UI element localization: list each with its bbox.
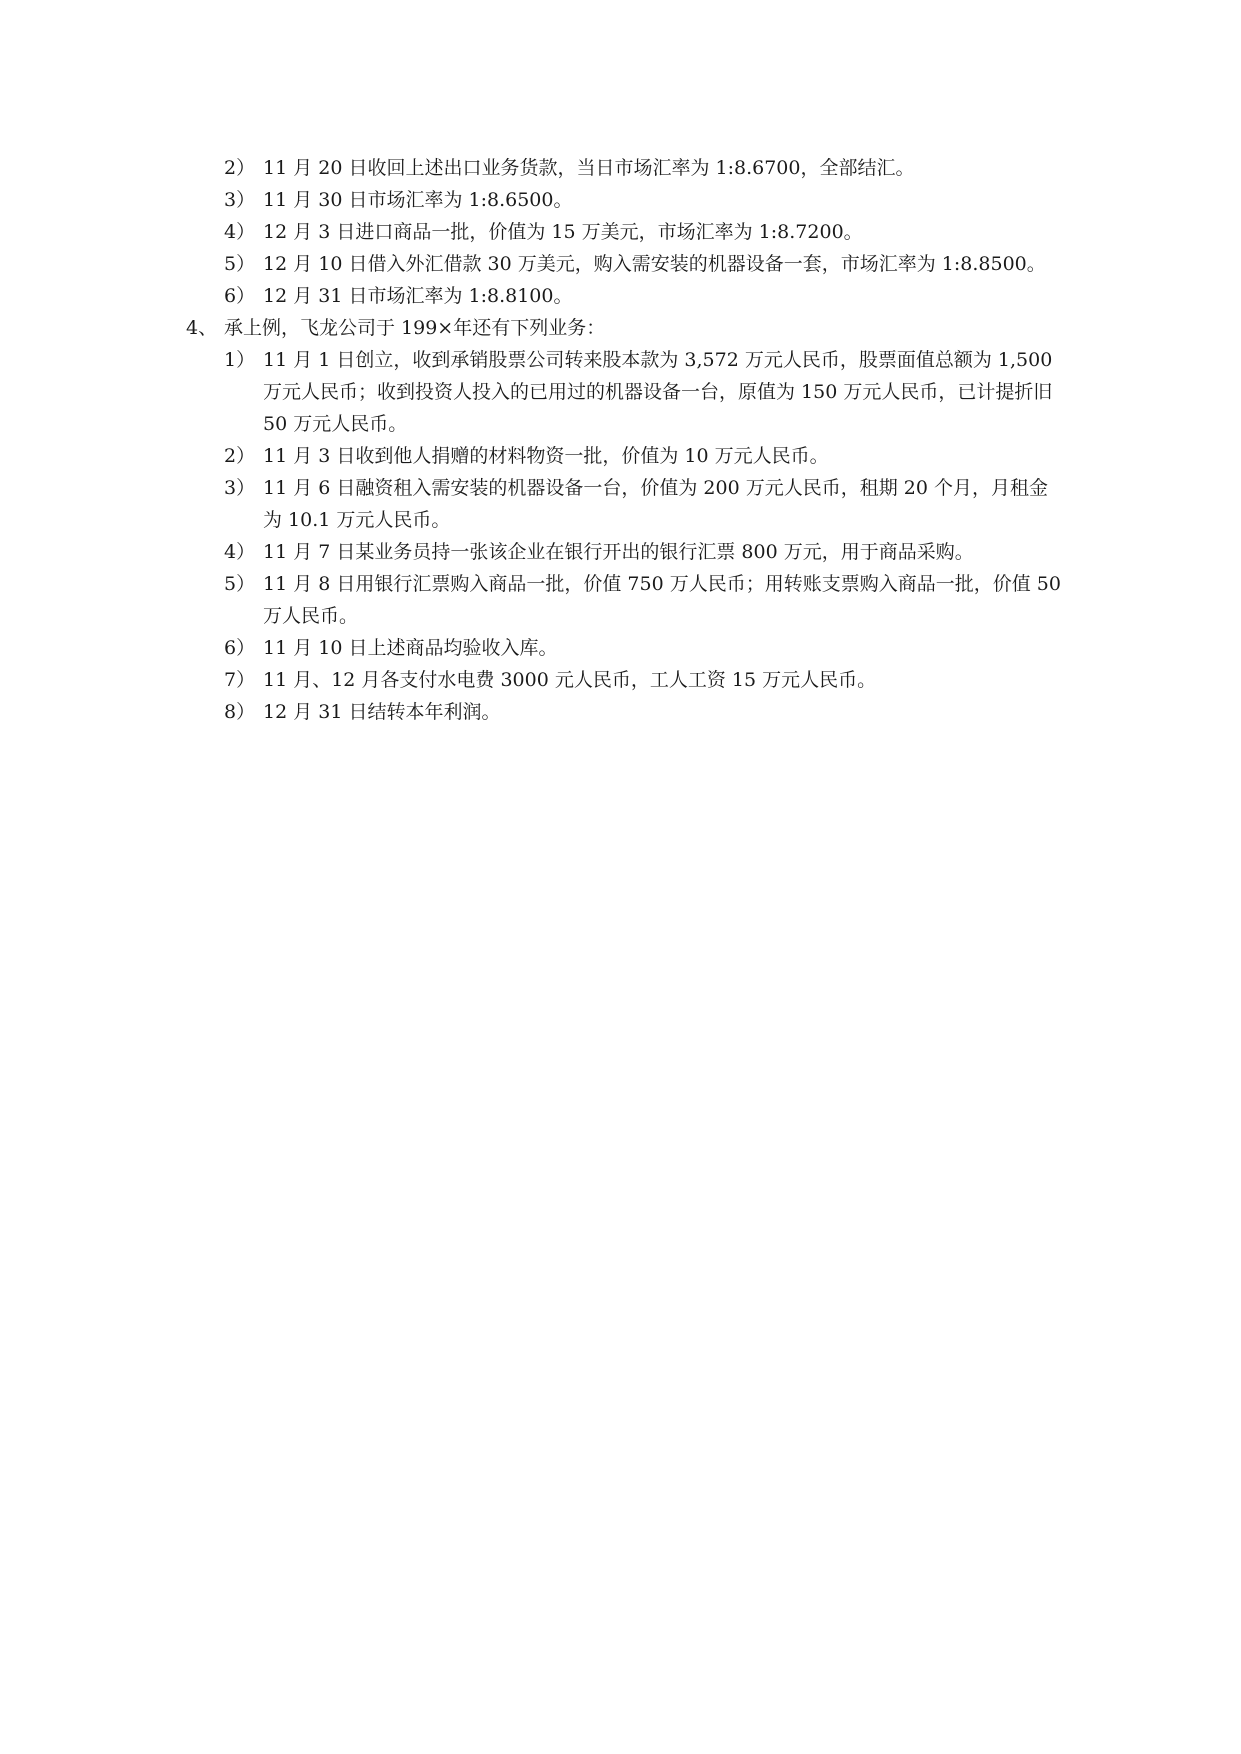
list-item xyxy=(224,440,1066,472)
question-text: 承上例，飞龙公司于 199×年还有下列业务： xyxy=(224,317,606,339)
item-text: 12 月 3 日进口商品一批，价值为 15 万美元，市场汇率为 1:8.7200。 xyxy=(263,221,863,243)
item-number: 4） xyxy=(224,221,256,243)
item-text: 11 月 8 日用银行汇票购入商品一批，价值 750 万人民币；用转账支票购入商品一批，价值 50 万人民币。 xyxy=(263,573,1061,627)
business-list xyxy=(186,344,1066,728)
list-item xyxy=(224,344,1066,440)
item-number: 1） xyxy=(224,349,256,371)
list-item xyxy=(224,472,1066,536)
item-text: 11 月 20 日收回上述出口业务货款，当日市场汇率为 1:8.6700，全部结汇。 xyxy=(263,157,915,179)
item-number: 2） xyxy=(224,445,256,467)
document-body xyxy=(186,152,1066,728)
item-number: 2） xyxy=(224,157,256,179)
item-number: 5） xyxy=(224,573,256,595)
list-item xyxy=(224,152,1066,184)
item-number: 6） xyxy=(224,285,256,307)
question-number: 4、 xyxy=(186,317,218,339)
list-item xyxy=(224,248,1066,280)
item-text: 12 月 31 日结转本年利润。 xyxy=(263,701,501,723)
item-text: 11 月 3 日收到他人捐赠的材料物资一批，价值为 10 万元人民币。 xyxy=(263,445,829,467)
item-text: 12 月 31 日市场汇率为 1:8.8100。 xyxy=(263,285,573,307)
list-item xyxy=(224,664,1066,696)
item-text: 12 月 10 日借入外汇借款 30 万美元，购入需安装的机器设备一套，市场汇率为 1:8.8500。 xyxy=(263,253,1046,275)
list-item xyxy=(224,632,1066,664)
item-text: 11 月 7 日某业务员持一张该企业在银行开出的银行汇票 800 万元，用于商品采购。 xyxy=(263,541,974,563)
list-item xyxy=(224,696,1066,728)
list-item xyxy=(224,216,1066,248)
item-number: 5） xyxy=(224,253,256,275)
list-item xyxy=(224,568,1066,632)
list-item xyxy=(224,280,1066,312)
item-number: 4） xyxy=(224,541,256,563)
exchange-rate-list xyxy=(186,152,1066,312)
list-item xyxy=(224,536,1066,568)
list-item xyxy=(224,184,1066,216)
item-text: 11 月 30 日市场汇率为 1:8.6500。 xyxy=(263,189,573,211)
item-number: 3） xyxy=(224,477,256,499)
item-text: 11 月 6 日融资租入需安装的机器设备一台，价值为 200 万元人民币，租期 20 个月，月租金为 10.1 万元人民币。 xyxy=(263,477,1048,531)
item-text: 11 月 10 日上述商品均验收入库。 xyxy=(263,637,558,659)
question-heading xyxy=(186,312,1066,344)
item-number: 3） xyxy=(224,189,256,211)
item-number: 7） xyxy=(224,669,256,691)
item-number: 8） xyxy=(224,701,256,723)
item-text: 11 月 1 日创立，收到承销股票公司转来股本款为 3,572 万元人民币，股票面值总额为 1,500 万元人民币；收到投资人投入的已用过的机器设备一台，原值为 150 万元人民币，已计提折旧 50 万元人民币。 xyxy=(263,349,1053,435)
item-text: 11 月、12 月各支付水电费 3000 元人民币，工人工资 15 万元人民币。 xyxy=(263,669,877,691)
item-number: 6） xyxy=(224,637,256,659)
